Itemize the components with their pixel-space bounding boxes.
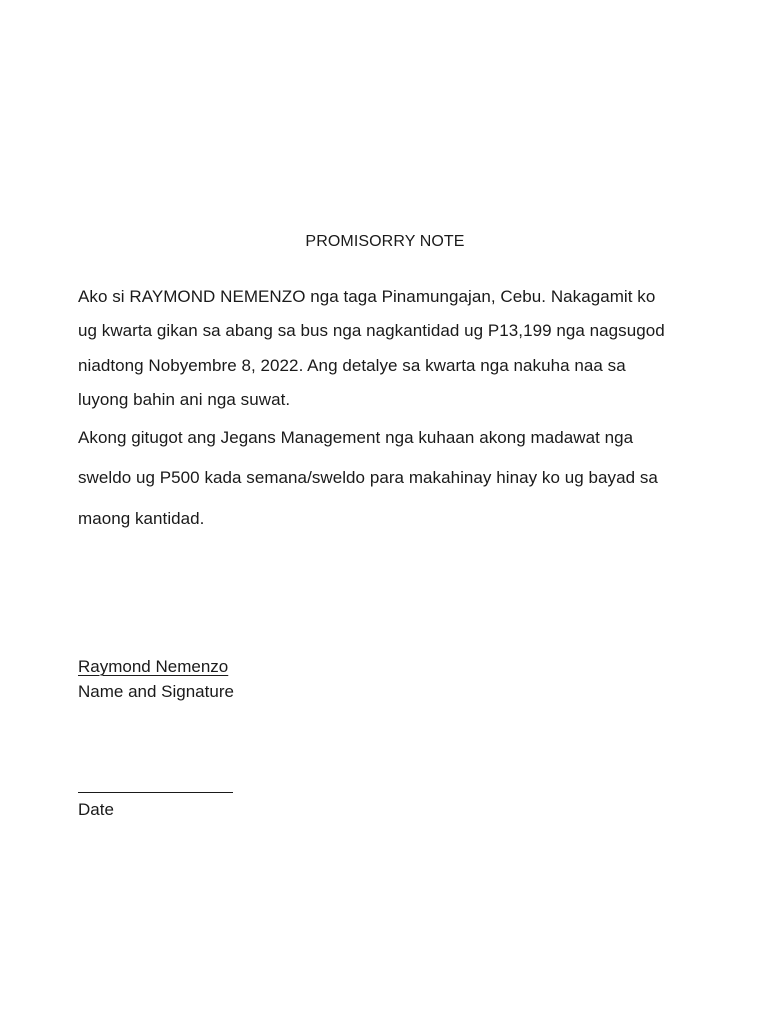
paragraph2-line-2: sweldo ug P500 kada semana/sweldo para makahinay hinay ko ug bayad sa	[78, 468, 658, 487]
date-label: Date	[78, 800, 114, 819]
paragraph2-line-1: Akong gitugot ang Jegans Management nga kuhaan akong madawat nga	[78, 428, 634, 447]
paragraph1-line-2: ug kwarta gikan sa abang sa bus nga nagkantidad ug P13,199 nga nagsugod	[78, 321, 665, 340]
paragraph1-line-1: Ako si RAYMOND NEMENZO nga taga Pinamungajan, Cebu. Nakagamit ko	[78, 287, 656, 306]
date-blank-line	[78, 792, 233, 793]
signature-caption: Name and Signature	[78, 682, 234, 701]
signatory-name: Raymond Nemenzo	[78, 657, 229, 676]
paragraph2-line-3: maong kantidad.	[78, 509, 205, 528]
paragraph1-line-3: niadtong Nobyembre 8, 2022. Ang detalye sa kwarta nga nakuha naa sa	[78, 356, 626, 375]
document-title: PROMISORRY NOTE	[305, 233, 465, 250]
paragraph1-line-4: luyong bahin ani nga suwat.	[78, 390, 291, 409]
